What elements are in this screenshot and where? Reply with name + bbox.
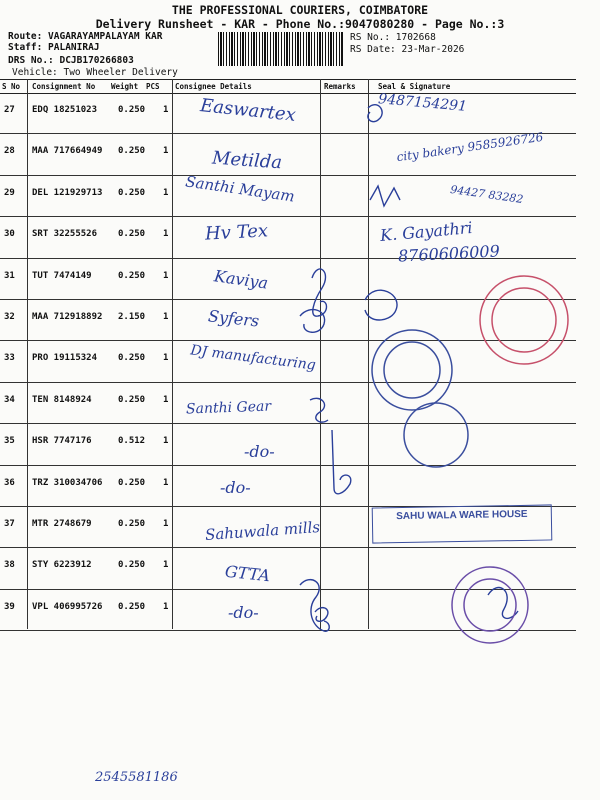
handwritten-consignee: DJ manufacturing <box>189 342 317 374</box>
barcode <box>218 32 344 66</box>
table-row <box>0 423 576 465</box>
rs-date: RS Date: 23-Mar-2026 <box>350 44 465 55</box>
row-weight: 0.250 <box>118 353 146 364</box>
warehouse-stamp: SAHU WALA WARE HOUSE <box>372 504 553 543</box>
handwritten-consignee: Santhi Mayam <box>184 172 296 206</box>
handwritten-consignee: Kaviya <box>212 266 270 293</box>
row-pcs: 1 <box>163 436 169 447</box>
row-weight: 0.250 <box>118 270 146 281</box>
row-pcs: 1 <box>163 105 169 115</box>
row-sno: 29 <box>4 187 15 198</box>
row-weight: 0.250 <box>118 601 146 612</box>
row-sno: 35 <box>4 436 15 447</box>
handwritten-consignee: Santhi Gear <box>185 398 272 418</box>
document-title: THE PROFESSIONAL COURIERS, COIMBATORE <box>171 3 429 17</box>
rs-number: RS No.: 1702668 <box>350 32 436 43</box>
col-weight: Weight <box>111 82 139 91</box>
handwritten-consignee: Sahuwala mills <box>204 518 321 544</box>
row-sno: 33 <box>4 353 15 364</box>
row-sno: 27 <box>4 105 15 115</box>
row-weight: 2.150 <box>118 312 146 322</box>
handwritten-ditto: -do- <box>244 442 275 461</box>
handwritten-signature: K. Gayathri <box>379 218 474 245</box>
row-sno: 34 <box>4 394 15 405</box>
row-sno: 32 <box>4 312 15 322</box>
row-weight: 0.250 <box>118 146 146 157</box>
table-row <box>0 547 576 589</box>
col-consignment: Consignment No <box>32 82 96 91</box>
row-consignment-number: PRO 19115324 <box>32 353 98 364</box>
row-pcs: 1 <box>163 270 169 281</box>
drs-number: DRS No.: DCJB170266803 <box>8 55 134 66</box>
handwritten-signature: 94427 83282 <box>449 182 525 207</box>
row-consignment-number: TUT 7474149 <box>32 270 92 281</box>
table-row <box>0 589 576 631</box>
row-sno: 39 <box>4 601 15 612</box>
row-consignment-number: VPL 406995726 <box>32 601 103 612</box>
row-pcs: 1 <box>163 353 169 364</box>
handwritten-footer-number: 2545581186 <box>95 770 178 785</box>
row-sno: 37 <box>4 519 15 529</box>
row-consignment-number: DEL 121929713 <box>32 187 103 198</box>
row-sno: 38 <box>4 560 15 571</box>
handwritten-consignee: Metilda <box>211 147 283 174</box>
row-sno: 36 <box>4 477 15 488</box>
row-pcs: 1 <box>163 601 169 612</box>
row-sno: 30 <box>4 229 15 240</box>
row-pcs: 1 <box>163 477 169 488</box>
row-consignment-number: STY 6223912 <box>32 560 92 571</box>
row-consignment-number: TEN 8148924 <box>32 394 92 405</box>
col-remarks: Remarks <box>324 82 356 91</box>
route-label: Route: VAGARAYAMPALAYAM KAR <box>8 31 163 42</box>
handwritten-consignee: GTTA <box>224 561 271 586</box>
table-row <box>0 382 576 424</box>
handwritten-consignee: Easwartex <box>199 95 297 126</box>
row-weight: 0.250 <box>118 187 146 198</box>
row-pcs: 1 <box>163 519 169 529</box>
row-consignment-number: TRZ 310034706 <box>32 477 103 488</box>
row-pcs: 1 <box>163 146 169 157</box>
runsheet-subtitle: Delivery Runsheet - KAR - Phone No.:9047080280 - Page No.:3 <box>95 17 505 31</box>
row-consignment-number: MAA 712918892 <box>32 312 103 322</box>
row-consignment-number: EDQ 18251023 <box>32 105 98 115</box>
row-pcs: 1 <box>163 312 169 322</box>
row-pcs: 1 <box>163 560 169 571</box>
handwritten-ditto: -do- <box>228 603 259 622</box>
row-weight: 0.512 <box>118 436 146 447</box>
handwritten-consignee: Hv Tex <box>204 220 269 245</box>
row-pcs: 1 <box>163 394 169 405</box>
row-weight: 0.250 <box>118 229 146 240</box>
row-consignment-number: HSR 7747176 <box>32 436 92 447</box>
row-consignment-number: SRT 32255526 <box>32 229 98 240</box>
row-weight: 0.250 <box>118 394 146 405</box>
row-sno: 31 <box>4 270 15 281</box>
handwritten-consignee: Syfers <box>207 306 261 331</box>
vehicle-label: Vehicle: Two Wheeler Delivery <box>12 67 178 78</box>
row-weight: 0.250 <box>118 560 146 571</box>
col-consignee: Consignee Details <box>175 82 252 91</box>
row-pcs: 1 <box>163 229 169 240</box>
col-sno: S No <box>2 82 21 91</box>
table-row <box>0 299 576 341</box>
handwritten-signature: city bakery 9585926726 <box>395 129 545 165</box>
row-consignment-number: MAA 717664949 <box>32 146 103 157</box>
row-sno: 28 <box>4 146 15 157</box>
handwritten-signature: 9487154291 <box>377 91 468 115</box>
handwritten-phone: 8760606009 <box>397 241 501 266</box>
col-pcs: PCS <box>146 82 160 91</box>
row-weight: 0.250 <box>118 519 146 529</box>
row-weight: 0.250 <box>118 477 146 488</box>
table-row <box>0 258 576 300</box>
handwritten-ditto: -do- <box>220 478 251 497</box>
col-seal: Seal & Signature <box>378 82 451 91</box>
row-consignment-number: MTR 2748679 <box>32 519 92 529</box>
table-row <box>0 465 576 507</box>
row-weight: 0.250 <box>118 105 146 115</box>
staff-label: Staff: PALANIRAJ <box>8 42 100 53</box>
row-pcs: 1 <box>163 187 169 198</box>
